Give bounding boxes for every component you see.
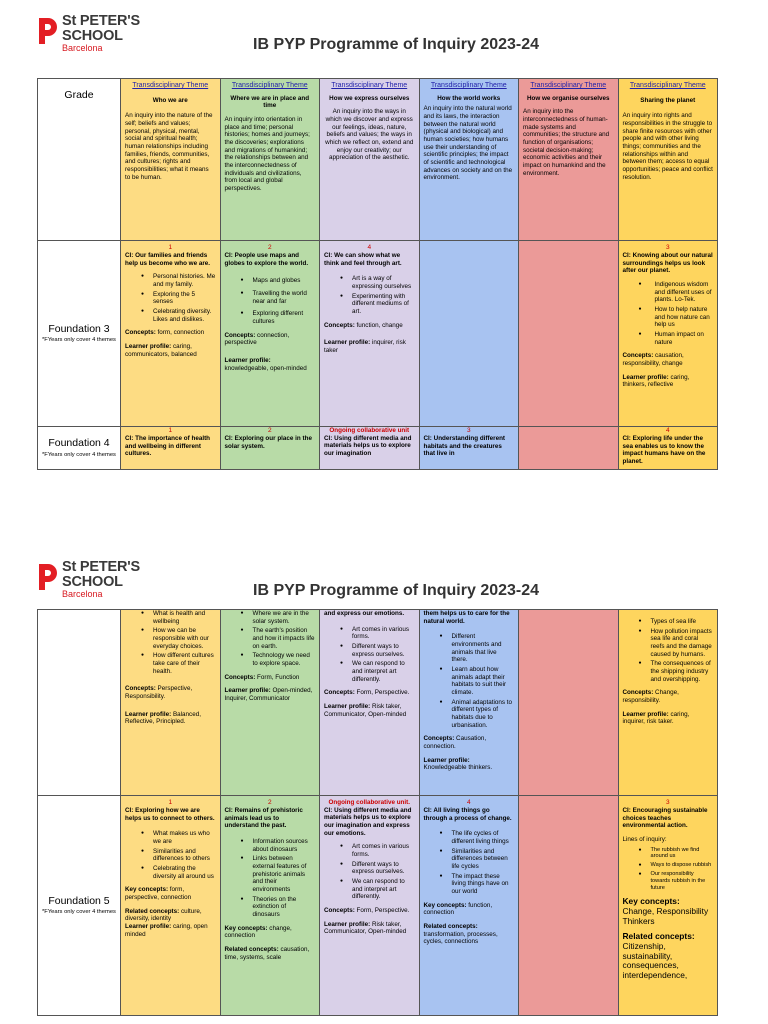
central-idea: CI: Exploring our place in the solar system. — [224, 434, 312, 450]
theme-label[interactable]: Transdisciplinary Theme — [629, 82, 706, 89]
theme-desc: An inquiry into the ways in which we discover and express our feelings, ideas, nature, beliefs and values; the ways in which we reflect on, extend and enjoy our creativity; our appreciation of the aesthetic. — [325, 108, 414, 162]
concepts: Key concepts: form, perspective, connection — [125, 886, 192, 901]
unit-cell-empty — [519, 610, 619, 796]
lines-of-inquiry — [125, 273, 216, 323]
unit-cell — [618, 796, 718, 1016]
unit-title: Ongoing collaborative unit — [329, 427, 410, 434]
theme-cell-who-we-are — [121, 79, 221, 241]
unit-number: 4 — [466, 799, 471, 806]
page1-header — [0, 12, 768, 72]
unit-number: 2 — [267, 244, 272, 251]
unit-cell-empty — [519, 241, 619, 427]
concepts: Concepts: form, connection — [125, 329, 205, 337]
theme-cell-how-we-express — [320, 79, 420, 241]
related-concepts: Related concepts: transformation, processes, cycles, connections — [423, 922, 498, 946]
list-item: ● Art comes in various forms. — [324, 843, 415, 858]
list-item: ● Maps and globes — [225, 277, 316, 285]
list-item: ● How pollution impacts sea life and coral reefs and the damage caused by humans. — [623, 628, 714, 659]
central-idea: CI: The importance of health and wellbeing in different cultures. — [125, 434, 211, 458]
unit-number: 1 — [168, 799, 173, 806]
list-item: ● Art comes in various forms. — [324, 626, 415, 641]
concepts: Key concepts: function, connection — [423, 901, 493, 917]
theme-name: How the world works — [437, 94, 501, 102]
theme-desc: An inquiry into the natural world and its laws, the interaction between the natural world (physical and biological) and human societies; how humans use their understanding of scientific principles; the impact of scientific and technological advances on society and on the environment. — [423, 105, 513, 182]
list-item: ● Links between external features of prehistoric animals and their environments — [225, 855, 316, 893]
theme-cell-how-world-works — [419, 79, 519, 241]
grade-name: Foundation 4 — [48, 436, 110, 449]
page-title: IB PYP Programme of Inquiry 2023-24 — [253, 36, 540, 53]
grade-header-cell — [38, 79, 121, 241]
unit-number: 1 — [168, 427, 173, 434]
lines-of-inquiry — [424, 633, 515, 729]
list-item: ● Exploring different cultures — [225, 310, 316, 325]
theme-cell-where-we-are — [220, 79, 320, 241]
grade-cell — [38, 427, 121, 470]
foundation3-row — [38, 241, 718, 427]
lines-of-inquiry — [324, 843, 415, 901]
related-concepts: Related concepts: Citizenship, sustainability, consequences, interdependence, — [622, 931, 695, 981]
central-idea: CI: Using different media and materials helps us to explore our imagination — [324, 434, 412, 458]
theme-desc: An inquiry into the nature of the self; beliefs and values; personal, physical, mental, social and spiritual health; human relationships including families, friends, communities, and cultures; rights and responsibilities; what it means to be human. — [125, 112, 213, 181]
learner-profile: Learner profile: Risk taker, Communicator, Open-minded — [324, 703, 407, 718]
lines-of-inquiry — [424, 830, 515, 895]
list-item: ● Human impact on nature — [623, 331, 714, 346]
learner-profile: Learner profile: Risk taker, Communicator, Open-minded — [324, 920, 407, 936]
list-item: ● The consequences of the shipping industry and overshipping. — [623, 660, 714, 683]
lines-of-inquiry — [225, 610, 316, 668]
central-idea-continued: them helps us to care for the natural world. — [423, 610, 510, 625]
learner-profile: Learner profile: caring, open minded — [125, 922, 208, 938]
unit-number: 3 — [466, 427, 471, 434]
unit-cell — [618, 241, 718, 427]
logo-line2: SCHOOL — [62, 27, 123, 44]
theme-desc: An inquiry into rights and responsibilities in the struggle to share finite resources with other people and with other living things; communities and the relationships within and between them; access to equal opportunities; peace and conflict resolution. — [622, 112, 713, 181]
grade-header: Grade — [64, 89, 94, 101]
unit-cell — [220, 241, 320, 427]
lines-of-inquiry — [623, 281, 714, 346]
unit-cell-empty — [519, 796, 619, 1016]
unit-number: 2 — [267, 427, 272, 434]
lines-of-inquiry — [125, 830, 216, 880]
lines-of-inquiry — [225, 277, 316, 325]
list-item: ● The impact these living things have on our world — [424, 873, 515, 896]
theme-name: How we express ourselves — [329, 94, 410, 102]
lines-of-inquiry — [324, 275, 415, 315]
list-item: ● Art is a way of expressing ourselves — [324, 275, 415, 290]
list-item: ● Types of sea life — [623, 618, 714, 626]
unit-cell — [419, 427, 519, 470]
grade-name: Foundation 3 — [48, 322, 110, 335]
concepts: Concepts: Perspective, Responsibility. — [125, 685, 193, 701]
lines-of-inquiry — [225, 838, 316, 919]
list-item: ● How to help nature and how nature can help us — [623, 306, 714, 329]
foundation4-row — [38, 427, 718, 470]
theme-cell-sharing-planet — [618, 79, 718, 241]
list-item: ● Learn about how animals adapt their habitats to suit their climate. — [424, 666, 515, 697]
foundation5-row — [38, 796, 718, 1016]
grade-cell — [38, 796, 121, 1016]
lines-of-inquiry — [324, 626, 415, 684]
logo-line3: Barcelona — [62, 43, 103, 53]
related-concepts: Related concepts: causation, time, systems, scale — [224, 946, 310, 961]
theme-label[interactable]: Transdisciplinary Theme — [132, 82, 209, 89]
unit-cell — [220, 796, 320, 1016]
learner-profile: Learner profile: caring, communicators, balanced — [125, 342, 197, 358]
school-logo — [36, 558, 156, 610]
theme-header-row — [38, 79, 718, 241]
concepts: Concepts: Form, Function — [224, 673, 300, 681]
list-item: ● What is health and wellbeing — [125, 610, 216, 625]
unit-cell — [618, 427, 718, 470]
list-item: ● How different cultures take care of their health. — [125, 652, 216, 675]
unit-cell — [618, 610, 718, 796]
list-item: ● Celebrating the diversity all around us — [125, 865, 216, 880]
programme-table-page1 — [37, 78, 718, 470]
grade-note: *FYears only cover 4 themes — [42, 451, 116, 458]
theme-label[interactable]: Transdisciplinary Theme — [331, 82, 408, 89]
theme-desc: An inquiry into the interconnectedness of human-made systems and communities; the structure and function of organisations; societal decision-making; economic activities and their impact on humankind and the environment. — [523, 108, 610, 177]
list-item: ● Indigenous wisdom and different uses of plants. Lo-Tek. — [623, 281, 714, 304]
grade-note: *FYears only cover 4 themes — [42, 909, 116, 916]
unit-number: 4 — [367, 244, 372, 251]
concepts: Concepts: connection, perspective — [224, 331, 290, 347]
unit-cell — [320, 610, 420, 796]
learner-profile: Learner profile: Knowledgeable thinkers. — [423, 756, 493, 772]
unit-cell — [419, 610, 519, 796]
list-item: ● Exploring the 5 senses — [125, 291, 216, 306]
page-title: IB PYP Programme of Inquiry 2023-24 — [253, 582, 540, 599]
list-item: ● Our responsibility towards rubbish in the future — [623, 871, 714, 891]
unit-title: Ongoing collaborative unit. — [328, 799, 410, 806]
central-idea: CI: Our families and friends help us become who we are. — [125, 251, 211, 267]
list-item: ● How we can be responsible with our everyday choices. — [125, 627, 216, 650]
list-item: ● Different ways to express ourselves. — [324, 861, 415, 876]
concepts: Concepts: causation, responsibility, change — [622, 352, 684, 367]
lines-of-inquiry — [623, 618, 714, 683]
list-item: ● Similarities and differences to others — [125, 848, 216, 863]
unit-cell-empty — [519, 427, 619, 470]
concepts: Key concepts: change, connection — [224, 924, 292, 940]
theme-name: Who we are — [152, 96, 188, 104]
list-item: ● Celebrating diversity. Likes and dislikes. — [125, 308, 216, 323]
theme-label[interactable]: Transdisciplinary Theme — [231, 82, 308, 89]
concepts: Concepts: function, change — [324, 321, 403, 329]
grade-cell — [38, 241, 121, 427]
learner-profile: Learner profile: knowledgeable, open-minded — [224, 356, 307, 372]
theme-name: Sharing the planet — [640, 96, 696, 104]
theme-name: How we organise ourselves — [526, 94, 610, 102]
school-logo-icon — [36, 16, 58, 46]
list-item: ● Technology we need to explore space. — [225, 652, 316, 667]
unit-cell — [320, 427, 420, 470]
lines-of-inquiry — [125, 610, 216, 675]
unit-number: 4 — [665, 427, 670, 434]
central-idea: CI: Encouraging sustainable choices teaches environmental action. — [622, 806, 708, 830]
central-idea-continued: and express our emotions. — [324, 610, 405, 617]
lines-of-inquiry-label: Lines of inquiry: — [622, 835, 667, 843]
concepts: Concepts: Change, responsibility. — [622, 689, 679, 705]
lines-of-inquiry — [623, 847, 714, 892]
logo-line1: St PETER'S — [62, 559, 140, 575]
school-logo-icon — [36, 562, 58, 592]
central-idea: CI: Understanding different habitats and the creatures that live in — [423, 434, 506, 458]
unit-cell — [121, 610, 221, 796]
central-idea: CI: Using different media and materials helps us to explore our imagination and express our emotions. — [324, 806, 412, 837]
list-item: ● We can respond to and interpret art differently. — [324, 660, 415, 683]
unit-number: 3 — [665, 799, 670, 806]
theme-label[interactable]: Transdisciplinary Theme — [430, 82, 507, 89]
list-item: ● The earth's position and how it impacts life on earth. — [225, 627, 316, 650]
logo-line3: Barcelona — [62, 589, 103, 599]
grade-cell-empty — [38, 610, 121, 796]
list-item: ● Different environments and animals that live there. — [424, 633, 515, 664]
grade-name: Foundation 5 — [48, 894, 110, 907]
unit-cell — [121, 241, 221, 427]
list-item: ● Similarities and differences between life cycles — [424, 848, 515, 871]
logo-line2: SCHOOL — [62, 573, 123, 590]
programme-table-page2 — [37, 609, 718, 1016]
learner-profile: Learner profile: inquirer, risk taker — [324, 339, 406, 354]
unit-cell — [220, 610, 320, 796]
unit-cell — [121, 427, 221, 470]
list-item: ● Animal adaptations to different types of habitats due to urbanisation. — [424, 699, 515, 730]
central-idea: CI: Exploring how we are helps us to connect to others. — [125, 806, 215, 822]
list-item: ● Theories on the extinction of dinosaurs — [225, 896, 316, 919]
unit-number: 3 — [665, 244, 670, 251]
logo-line1: St PETER'S — [62, 13, 140, 29]
concepts: Concepts: Form, Perspective. — [324, 907, 410, 915]
unit-number: 1 — [168, 244, 173, 251]
theme-label[interactable]: Transdisciplinary Theme — [530, 82, 607, 89]
central-idea: CI: People use maps and globes to explore the world. — [224, 251, 309, 267]
central-idea: CI: Knowing about our natural surroundings helps us look after our planet. — [622, 251, 713, 275]
list-item: ● Where we are in the solar system. — [225, 610, 316, 625]
list-item: ● Travelling the world near and far — [225, 290, 316, 305]
list-item: ● What makes us who we are — [125, 830, 216, 845]
concepts: Concepts: Causation, connection. — [423, 735, 487, 751]
list-item: ● Personal histories. Me and my family. — [125, 273, 216, 288]
learner-profile: Learner profile: caring, inquirer, risk taker. — [622, 710, 690, 726]
list-item: ● We can respond to and interpret art differently. — [324, 878, 415, 901]
theme-cell-how-we-organise — [519, 79, 619, 241]
list-item: ● The life cycles of different living things — [424, 830, 515, 845]
list-item: ● Different ways to express ourselves. — [324, 643, 415, 658]
unit-cell — [121, 796, 221, 1016]
unit-cell — [419, 796, 519, 1016]
related-concepts: Related concepts: culture, diversity, identity — [125, 907, 202, 923]
learner-profile: Learner profile: Open-minded, Inquirer, Communicator — [224, 687, 313, 703]
unit-cell — [320, 796, 420, 1016]
concepts: Concepts: Form, Perspective. — [324, 689, 410, 697]
grade-note: *FYears only cover 4 themes — [42, 337, 116, 344]
unit-cell-empty — [419, 241, 519, 427]
learner-profile: Learner profile: caring, thinkers, reflective — [622, 373, 690, 389]
list-item: ● Information sources about dinosaurs — [225, 838, 316, 853]
central-idea: CI: All living things go through a process of change. — [423, 806, 512, 822]
foundation4-continued-row — [38, 610, 718, 796]
central-idea: CI: We can show what we think and feel through art. — [324, 251, 402, 267]
unit-cell — [320, 241, 420, 427]
theme-name: Where we are in place and time — [230, 94, 310, 110]
central-idea: CI: Remains of prehistoric animals lead us to understand the past. — [224, 806, 303, 830]
unit-number: 2 — [267, 799, 272, 806]
unit-cell — [220, 427, 320, 470]
key-concepts: Key concepts: Change, Responsibility Thinkers — [622, 896, 709, 926]
list-item: ● Ways to dispose rubbish — [623, 862, 714, 869]
central-idea: CI: Exploring life under the sea enables us to know the impact humans have on the planet. — [622, 434, 706, 465]
list-item: ● The rubbish we find around us — [623, 847, 714, 861]
learner-profile: Learner profile: Balanced, Reflective, Principled. — [125, 710, 201, 726]
theme-desc: An inquiry into orientation in place and time; personal histories; homes and journeys; the discoveries; explorations and migrations of humankind; the relationships between and the interconnectedness of individuals and civilizations, from local and global perspectives. — [224, 115, 310, 192]
school-logo — [36, 12, 156, 64]
list-item: ● Experimenting with different mediums of art. — [324, 293, 415, 316]
